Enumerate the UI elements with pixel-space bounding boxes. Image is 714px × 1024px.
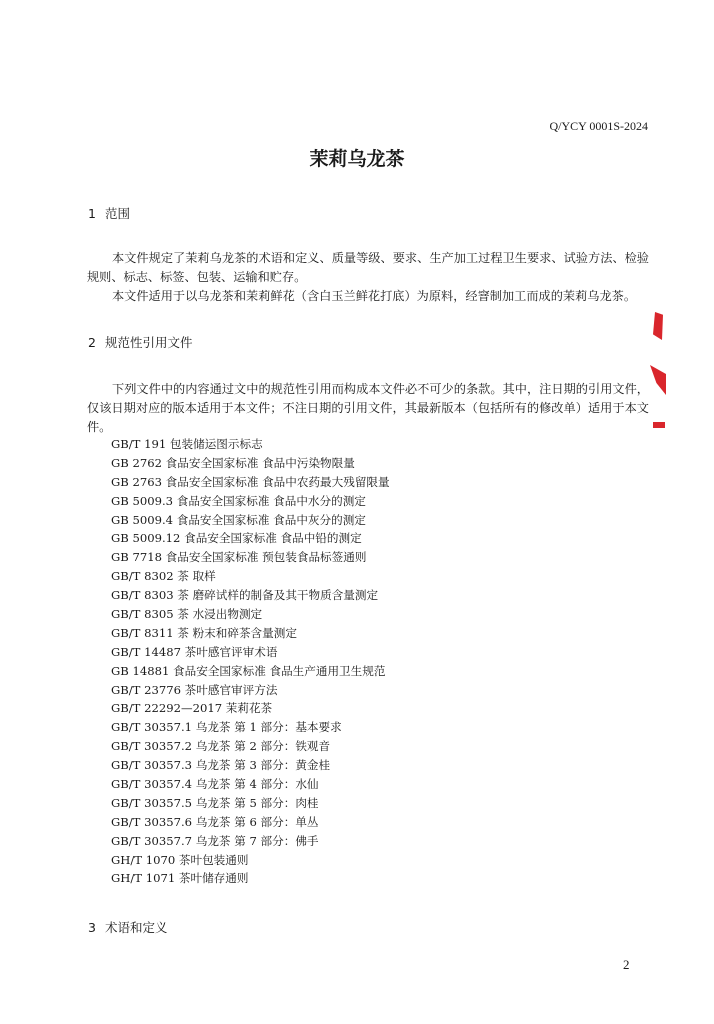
reference-item: GB/T 30357.5 乌龙茶 第 5 部分：肉桂 — [111, 795, 319, 810]
reference-item: GB/T 30357.7 乌龙茶 第 7 部分：佛手 — [111, 833, 319, 848]
reference-item: GB/T 8311 茶 粉末和碎茶含量测定 — [111, 625, 297, 640]
reference-item: GB/T 30357.4 乌龙茶 第 4 部分：水仙 — [111, 777, 319, 792]
section-heading-normative-references — [88, 333, 193, 351]
reference-item: GB 5009.4 食品安全国家标准 食品中灰分的测定 — [111, 512, 366, 527]
document-title: 茉莉乌龙茶 — [309, 148, 405, 170]
reference-item: GB/T 8305 茶 水浸出物测定 — [111, 607, 263, 622]
document-code: Q/YCY 0001S-2024 — [549, 119, 648, 133]
reference-item: GB/T 30357.1 乌龙茶 第 1 部分：基本要求 — [111, 720, 342, 735]
reference-item: GB 7718 食品安全国家标准 预包装食品标签通则 — [111, 550, 367, 565]
reference-item: GB 2763 食品安全国家标准 食品中农药最大残留限量 — [111, 474, 390, 489]
reference-item: GH/T 1071 茶叶储存通则 — [111, 871, 249, 886]
reference-item: GB/T 8302 茶 取样 — [111, 569, 216, 584]
reference-item: GB/T 22292—2017 茉莉花茶 — [111, 701, 273, 716]
reference-item: GB 14881 食品安全国家标准 食品生产通用卫生规范 — [111, 663, 386, 678]
page-number: 2 — [623, 957, 630, 972]
references-intro-paragraph: 下列文件中的内容通过文中的规范性引用而构成本文件必不可少的条款。其中，注日期的引用文件，仅该日期对应的版本适用于本文件；不注日期的引用文件，其最新版本（包括所有的修改单）适用于本文件。 — [87, 382, 649, 434]
reference-item: GB/T 30357.6 乌龙茶 第 6 部分：单丛 — [111, 814, 319, 829]
reference-item: GB 5009.3 食品安全国家标准 食品中水分的测定 — [111, 493, 366, 508]
reference-list — [111, 435, 390, 888]
section-title: 术语和定义 — [105, 920, 168, 935]
section-number: 1 — [88, 206, 96, 221]
section-title: 规范性引用文件 — [105, 335, 193, 350]
section-heading-scope — [88, 204, 130, 222]
reference-item: GB/T 23776 茶叶感官审评方法 — [111, 682, 278, 697]
reference-item: GB/T 8303 茶 磨碎试样的制备及其干物质含量测定 — [111, 588, 379, 603]
reference-item: GB/T 30357.2 乌龙茶 第 2 部分：铁观音 — [111, 739, 331, 754]
scope-paragraph-1: 本文件规定了茉莉乌龙茶的术语和定义、质量等级、要求、生产加工过程卫生要求、试验方法、检验规则、标志、标签、包装、运输和贮存。 — [87, 251, 649, 284]
reference-item: GB 5009.12 食品安全国家标准 食品中铅的测定 — [111, 531, 362, 546]
section-number: 3 — [88, 920, 96, 935]
reference-item: GB/T 191 包装储运图示标志 — [111, 437, 263, 451]
section-heading-terms-definitions — [88, 918, 168, 936]
reference-item: GH/T 1070 茶叶包装通则 — [111, 852, 249, 867]
reference-item: GB 2762 食品安全国家标准 食品中污染物限量 — [111, 455, 355, 470]
scope-paragraph-2: 本文件适用于以乌龙茶和茉莉鲜花（含白玉兰鲜花打底）为原料，经窨制加工而成的茉莉乌龙茶。 — [112, 289, 637, 303]
section-title: 范围 — [105, 206, 131, 221]
reference-item: GB/T 14487 茶叶感官评审术语 — [111, 644, 278, 659]
reference-item: GB/T 30357.3 乌龙茶 第 3 部分：黄金桂 — [111, 758, 331, 773]
section-number: 2 — [88, 335, 96, 350]
